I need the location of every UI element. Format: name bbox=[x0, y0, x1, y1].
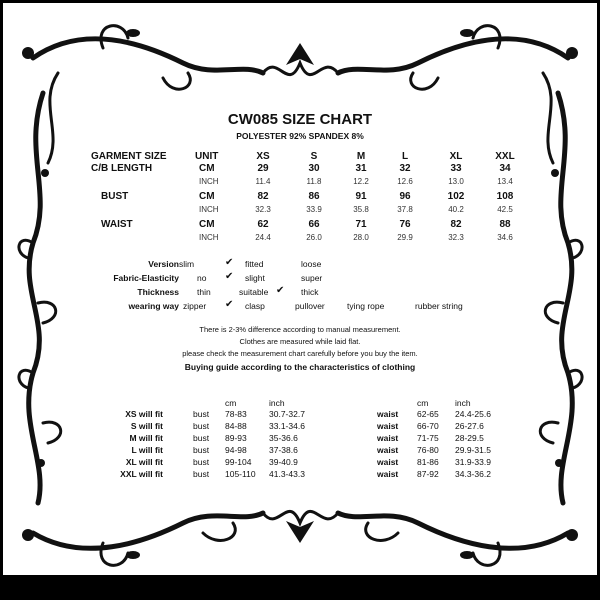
inch-value: 24.4 bbox=[255, 233, 271, 242]
attr-option: super bbox=[301, 273, 323, 283]
header-size: XL bbox=[449, 151, 463, 162]
guide-measure-label: bust bbox=[193, 457, 210, 467]
header-garment-size: GARMENT SIZE bbox=[91, 151, 167, 162]
inch-value: 28.0 bbox=[353, 233, 369, 242]
guide-waist-cm: 71-75 bbox=[417, 433, 439, 443]
inch-value: 13.4 bbox=[497, 177, 513, 186]
guide-measure-label: waist bbox=[377, 409, 399, 419]
guide-measure-label: waist bbox=[377, 445, 399, 455]
unit-inch: INCH bbox=[199, 177, 219, 186]
guide-waist-cm: 76-80 bbox=[417, 445, 439, 455]
attr-option: no bbox=[197, 273, 207, 283]
cm-value: 29 bbox=[257, 163, 269, 174]
unit-inch: INCH bbox=[199, 205, 219, 214]
attr-label: Version bbox=[148, 259, 179, 269]
header-size: XXL bbox=[495, 151, 515, 162]
checkmark-icon: ✔ bbox=[225, 299, 234, 310]
guide-measure-label: waist bbox=[377, 457, 399, 467]
inch-value: 12.2 bbox=[353, 177, 369, 186]
attr-option: rubber string bbox=[415, 301, 463, 311]
attr-option: clasp bbox=[245, 301, 265, 311]
cm-value: 86 bbox=[308, 191, 320, 202]
attr-label: Fabric-Elasticity bbox=[113, 273, 179, 283]
inch-value: 40.2 bbox=[448, 205, 464, 214]
guide-bust-inch: 41.3-43.3 bbox=[269, 469, 305, 479]
inch-value: 34.6 bbox=[497, 233, 513, 242]
cm-value: 33 bbox=[450, 163, 462, 174]
cm-value: 31 bbox=[355, 163, 367, 174]
inch-value: 11.4 bbox=[255, 177, 271, 186]
unit-inch: INCH bbox=[199, 233, 219, 242]
guide-waist-cm: 87-92 bbox=[417, 469, 439, 479]
attr-option: slim bbox=[179, 259, 195, 269]
cm-value: 96 bbox=[399, 191, 411, 202]
cm-value: 76 bbox=[399, 219, 411, 230]
row-label: C/B LENGTH bbox=[91, 163, 153, 174]
guide-bust-cm: 99-104 bbox=[225, 457, 252, 467]
guide-measure-label: bust bbox=[193, 409, 210, 419]
guide-waist-inch: 29.9-31.5 bbox=[455, 445, 491, 455]
attr-option: tying rope bbox=[347, 301, 385, 311]
guide-bust-cm: 89-93 bbox=[225, 433, 247, 443]
inch-value: 32.3 bbox=[255, 205, 271, 214]
attr-label: Thickness bbox=[137, 287, 179, 297]
header-size: S bbox=[310, 151, 318, 162]
guide-size-label: XL will fit bbox=[125, 457, 163, 467]
col-header-cm: cm bbox=[417, 398, 429, 408]
guide-bust-inch: 37-38.6 bbox=[269, 445, 298, 455]
inch-value: 42.5 bbox=[497, 205, 513, 214]
attr-option: pullover bbox=[295, 301, 325, 311]
header-size: XS bbox=[256, 151, 270, 162]
guide-bust-cm: 105-110 bbox=[225, 469, 256, 479]
guide-bust-inch: 39-40.9 bbox=[269, 457, 298, 467]
note-line: There is 2-3% difference according to manual measurement. bbox=[199, 325, 401, 334]
guide-measure-label: waist bbox=[377, 421, 399, 431]
guide-bust-cm: 78-83 bbox=[225, 409, 247, 419]
guide-size-label: XXL will fit bbox=[120, 469, 163, 479]
inch-value: 33.9 bbox=[306, 205, 322, 214]
inch-value: 26.0 bbox=[306, 233, 322, 242]
guide-bust-cm: 84-88 bbox=[225, 421, 247, 431]
row-label: WAIST bbox=[101, 219, 133, 230]
cm-value: 82 bbox=[450, 219, 462, 230]
cm-value: 102 bbox=[447, 191, 465, 202]
guide-bust-inch: 35-36.6 bbox=[269, 433, 298, 443]
guide-waist-inch: 24.4-25.6 bbox=[455, 409, 491, 419]
attr-label: wearing way bbox=[128, 301, 179, 311]
guide-measure-label: bust bbox=[193, 445, 210, 455]
chart-title: CW085 SIZE CHART bbox=[227, 111, 373, 128]
guide-waist-inch: 34.3-36.2 bbox=[455, 469, 491, 479]
guide-waist-inch: 31.9-33.9 bbox=[455, 457, 491, 467]
col-header-inch: inch bbox=[269, 398, 285, 408]
inch-value: 29.9 bbox=[397, 233, 413, 242]
attr-option: suitable bbox=[239, 287, 269, 297]
inch-value: 12.6 bbox=[397, 177, 413, 186]
checkmark-icon: ✔ bbox=[225, 271, 234, 282]
unit-cm: CM bbox=[199, 219, 215, 230]
col-header-cm: cm bbox=[225, 398, 237, 408]
guide-measure-label: waist bbox=[377, 433, 399, 443]
inch-value: 35.8 bbox=[353, 205, 369, 214]
cm-value: 34 bbox=[499, 163, 511, 174]
cm-value: 30 bbox=[308, 163, 320, 174]
guide-measure-label: bust bbox=[193, 469, 210, 479]
checkmark-icon: ✔ bbox=[276, 285, 285, 296]
attr-option: fitted bbox=[245, 259, 264, 269]
guide-bust-inch: 30.7-32.7 bbox=[269, 409, 305, 419]
attr-option: zipper bbox=[183, 301, 207, 311]
header-unit: UNIT bbox=[195, 151, 219, 162]
unit-cm: CM bbox=[199, 191, 215, 202]
header-size: L bbox=[401, 151, 409, 162]
guide-size-label: S will fit bbox=[130, 421, 163, 431]
guide-waist-inch: 28-29.5 bbox=[455, 433, 484, 443]
cm-value: 88 bbox=[499, 219, 511, 230]
guide-measure-label: bust bbox=[193, 421, 210, 431]
guide-waist-cm: 62-65 bbox=[417, 409, 439, 419]
guide-measure-label: waist bbox=[377, 469, 399, 479]
attr-option: thick bbox=[301, 287, 319, 297]
fabric-subtitle: POLYESTER 92% SPANDEX 8% bbox=[236, 131, 364, 141]
guide-size-label: XS will fit bbox=[125, 409, 163, 419]
size-chart-card bbox=[3, 3, 597, 575]
unit-cm: CM bbox=[199, 163, 215, 174]
header-size: M bbox=[356, 151, 366, 162]
guide-waist-cm: 81-86 bbox=[417, 457, 439, 467]
cm-value: 62 bbox=[257, 219, 269, 230]
buying-guide-title: Buying guide according to the characteristics of clothing bbox=[184, 362, 416, 372]
cm-value: 91 bbox=[355, 191, 367, 202]
cm-value: 108 bbox=[496, 191, 514, 202]
guide-waist-inch: 26-27.6 bbox=[455, 421, 484, 431]
attr-option: thin bbox=[197, 287, 211, 297]
attr-option: loose bbox=[301, 259, 322, 269]
note-line: Clothes are measured while laid flat. bbox=[239, 337, 361, 346]
note-line: please check the measurement chart carefully before you buy the item. bbox=[182, 349, 418, 358]
row-label: BUST bbox=[101, 191, 129, 202]
guide-measure-label: bust bbox=[193, 433, 210, 443]
inch-value: 32.3 bbox=[448, 233, 464, 242]
col-header-inch: inch bbox=[455, 398, 471, 408]
guide-waist-cm: 66-70 bbox=[417, 421, 439, 431]
guide-bust-inch: 33.1-34.6 bbox=[269, 421, 305, 431]
inch-value: 13.0 bbox=[448, 177, 464, 186]
checkmark-icon: ✔ bbox=[225, 257, 234, 268]
cm-value: 71 bbox=[355, 219, 367, 230]
guide-size-label: M will fit bbox=[129, 433, 163, 443]
inch-value: 37.8 bbox=[397, 205, 413, 214]
guide-size-label: L will fit bbox=[131, 445, 163, 455]
inch-value: 11.8 bbox=[306, 177, 322, 186]
cm-value: 32 bbox=[399, 163, 411, 174]
attr-option: slight bbox=[245, 273, 265, 283]
cm-value: 66 bbox=[308, 219, 320, 230]
guide-bust-cm: 94-98 bbox=[225, 445, 247, 455]
cm-value: 82 bbox=[257, 191, 269, 202]
